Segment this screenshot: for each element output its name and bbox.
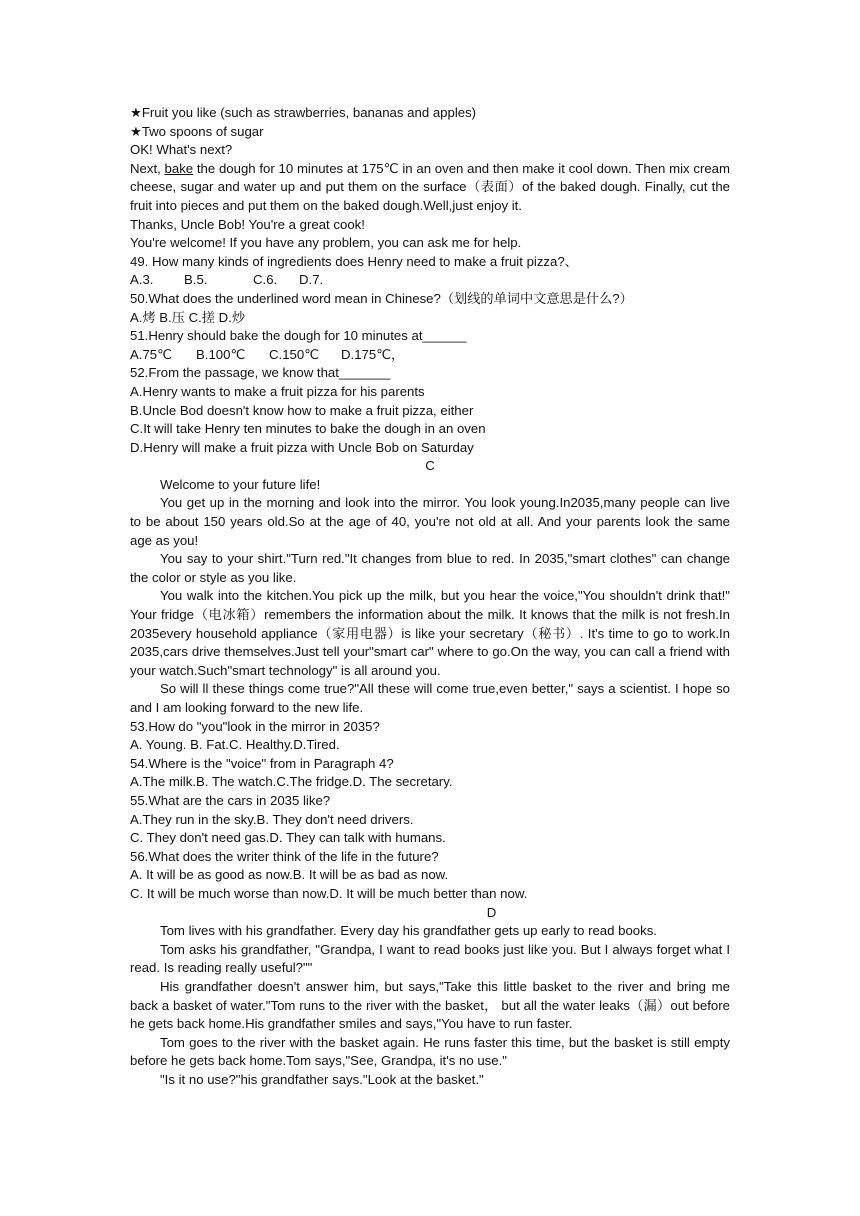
question-51-options — [130, 346, 730, 365]
dialogue-next-answer — [130, 160, 730, 216]
section-c-paragraph-5: So will ll these things come true?"All these will come true,even better," says a scientist. I hope so and I am looking forward to the new life. — [130, 681, 730, 715]
section-c-paragraph-4: You walk into the kitchen.You pick up the milk, but you hear the voice,"You shouldn't drink that!" Your fridge（电冰箱）remembers the information about the milk. It knows that the milk is not fresh.In 2035every household appliance（家用电器）is like your secretary（秘书）. It's time to go to work.In 2035,cars drive themselves.Just tell your"smart car" where to go.On the way, you can call a friend with your watch.Such"smart technology" is all around you. — [130, 588, 730, 678]
recipe-fruit-line: ★Fruit you like (such as strawberries, bananas and apples) — [130, 105, 477, 120]
question-50: 50.What does the underlined word mean in Chinese?（划线的单词中文意思是什么?） — [130, 290, 633, 306]
section-d-heading: D — [486, 904, 497, 920]
question-56: 56.What does the writer think of the life in the future? — [130, 848, 439, 864]
dialogue-thanks: Thanks, Uncle Bob! You're a great cook! — [130, 216, 365, 232]
option-c: C.150℃ — [269, 346, 320, 362]
question-55-options-1: A.They run in the sky.B. They don't need drivers. — [130, 811, 414, 827]
section-c-heading: C — [425, 458, 435, 474]
question-55-options-2: C. They don't need gas.D. They can talk with humans. — [130, 830, 446, 846]
section-d-paragraph-3: His grandfather doesn't answer him, but says,"Take this little basket to the river and bring me back a basket of water."Tom runs to the river with the basket， but all the water leaks（漏）out before he gets back home.His grandfather smiles and says,"You have to run faster. — [130, 978, 730, 1032]
section-d-paragraph-4: Tom goes to the river with the basket again. He runs faster this time, but the basket is still empty before he gets back home.Tom says,"See, Grandpa, it's no use." — [130, 1034, 730, 1069]
question-54-options: A.The milk.B. The watch.C.The fridge.D. The secretary. — [130, 774, 453, 790]
option-a: A.3. — [130, 272, 154, 288]
question-52-option-c: C.It will take Henry ten minutes to bake the dough in an oven — [130, 421, 486, 437]
document-page — [130, 104, 730, 1089]
question-51: 51.Henry should bake the dough for 10 minutes at______ — [130, 328, 467, 344]
question-53: 53.How do "you"look in the mirror in 2035? — [130, 718, 380, 734]
recipe-sugar-line: ★Two spoons of sugar — [130, 123, 264, 139]
dialogue-next-question: OK! What's next? — [130, 142, 233, 158]
answer-prefix: Next, — [130, 160, 165, 176]
question-49-options — [130, 271, 730, 290]
answer-rest: the dough for 10 minutes at 175℃ in an oven and then make it cool down. Then mix cream cheese, sugar and water up and put them on the surface（表面）of the baked dough. Finally, cut the fruit into pieces and put them on the baked dough.Well,just enjoy it. — [130, 160, 730, 213]
section-c-paragraph-3: You say to your shirt."Turn red."It changes from blue to red. In 2035,"smart clothes" can change the color or style as you like. — [130, 551, 730, 585]
section-d-paragraph-1: Tom lives with his grandfather. Every day his grandfather gets up early to read books. — [160, 923, 657, 939]
dialogue-welcome: You're welcome! If you have any problem, you can ask me for help. — [130, 235, 522, 251]
question-56-options-1: A. It will be as good as now.B. It will be as bad as now. — [130, 867, 449, 883]
question-52: 52.From the passage, we know that_______ — [130, 365, 391, 381]
option-d: D.7. — [299, 272, 324, 288]
section-d-paragraph-5: "Is it no use?"his grandfather says."Look at the basket." — [160, 1071, 484, 1087]
question-56-options-2: C. It will be much worse than now.D. It will be much better than now. — [130, 885, 528, 901]
underlined-word: bake — [164, 160, 194, 176]
question-52-option-d: D.Henry will make a fruit pizza with Uncle Bob on Saturday — [130, 439, 474, 455]
question-55: 55.What are the cars in 2035 like? — [130, 792, 331, 808]
option-b: B.5. — [184, 272, 208, 288]
question-50-options: A.烤 B.压 C.搓 D.炒 — [130, 309, 246, 325]
section-c-paragraph-1: Welcome to your future life! — [160, 476, 321, 492]
question-52-option-a: A.Henry wants to make a fruit pizza for his parents — [130, 383, 425, 399]
option-d: D.175℃， — [341, 346, 405, 362]
question-53-options: A. Young. B. Fat.C. Healthy.D.Tired. — [130, 737, 340, 753]
section-d-paragraph-2: Tom asks his grandfather, "Grandpa, I want to read books just like you. But I always forget what I read. Is reading really useful?"" — [130, 941, 730, 976]
option-a: A.75℃ — [130, 346, 172, 362]
option-b: B.100℃ — [196, 346, 246, 362]
option-c: C.6. — [253, 272, 278, 288]
question-54: 54.Where is the "voice" from in Paragraph 4? — [130, 755, 394, 771]
question-52-option-b: B.Uncle Bod doesn't know how to make a fruit pizza, either — [130, 402, 474, 418]
section-c-paragraph-2: You get up in the morning and look into the mirror. You look young.In2035,many people can live to be about 150 years old.So at the age of 40, you're not old at all. And your parents look the same age as you! — [130, 495, 730, 548]
question-49: 49. How many kinds of ingredients does Henry need to make a fruit pizza?、 — [130, 253, 578, 269]
